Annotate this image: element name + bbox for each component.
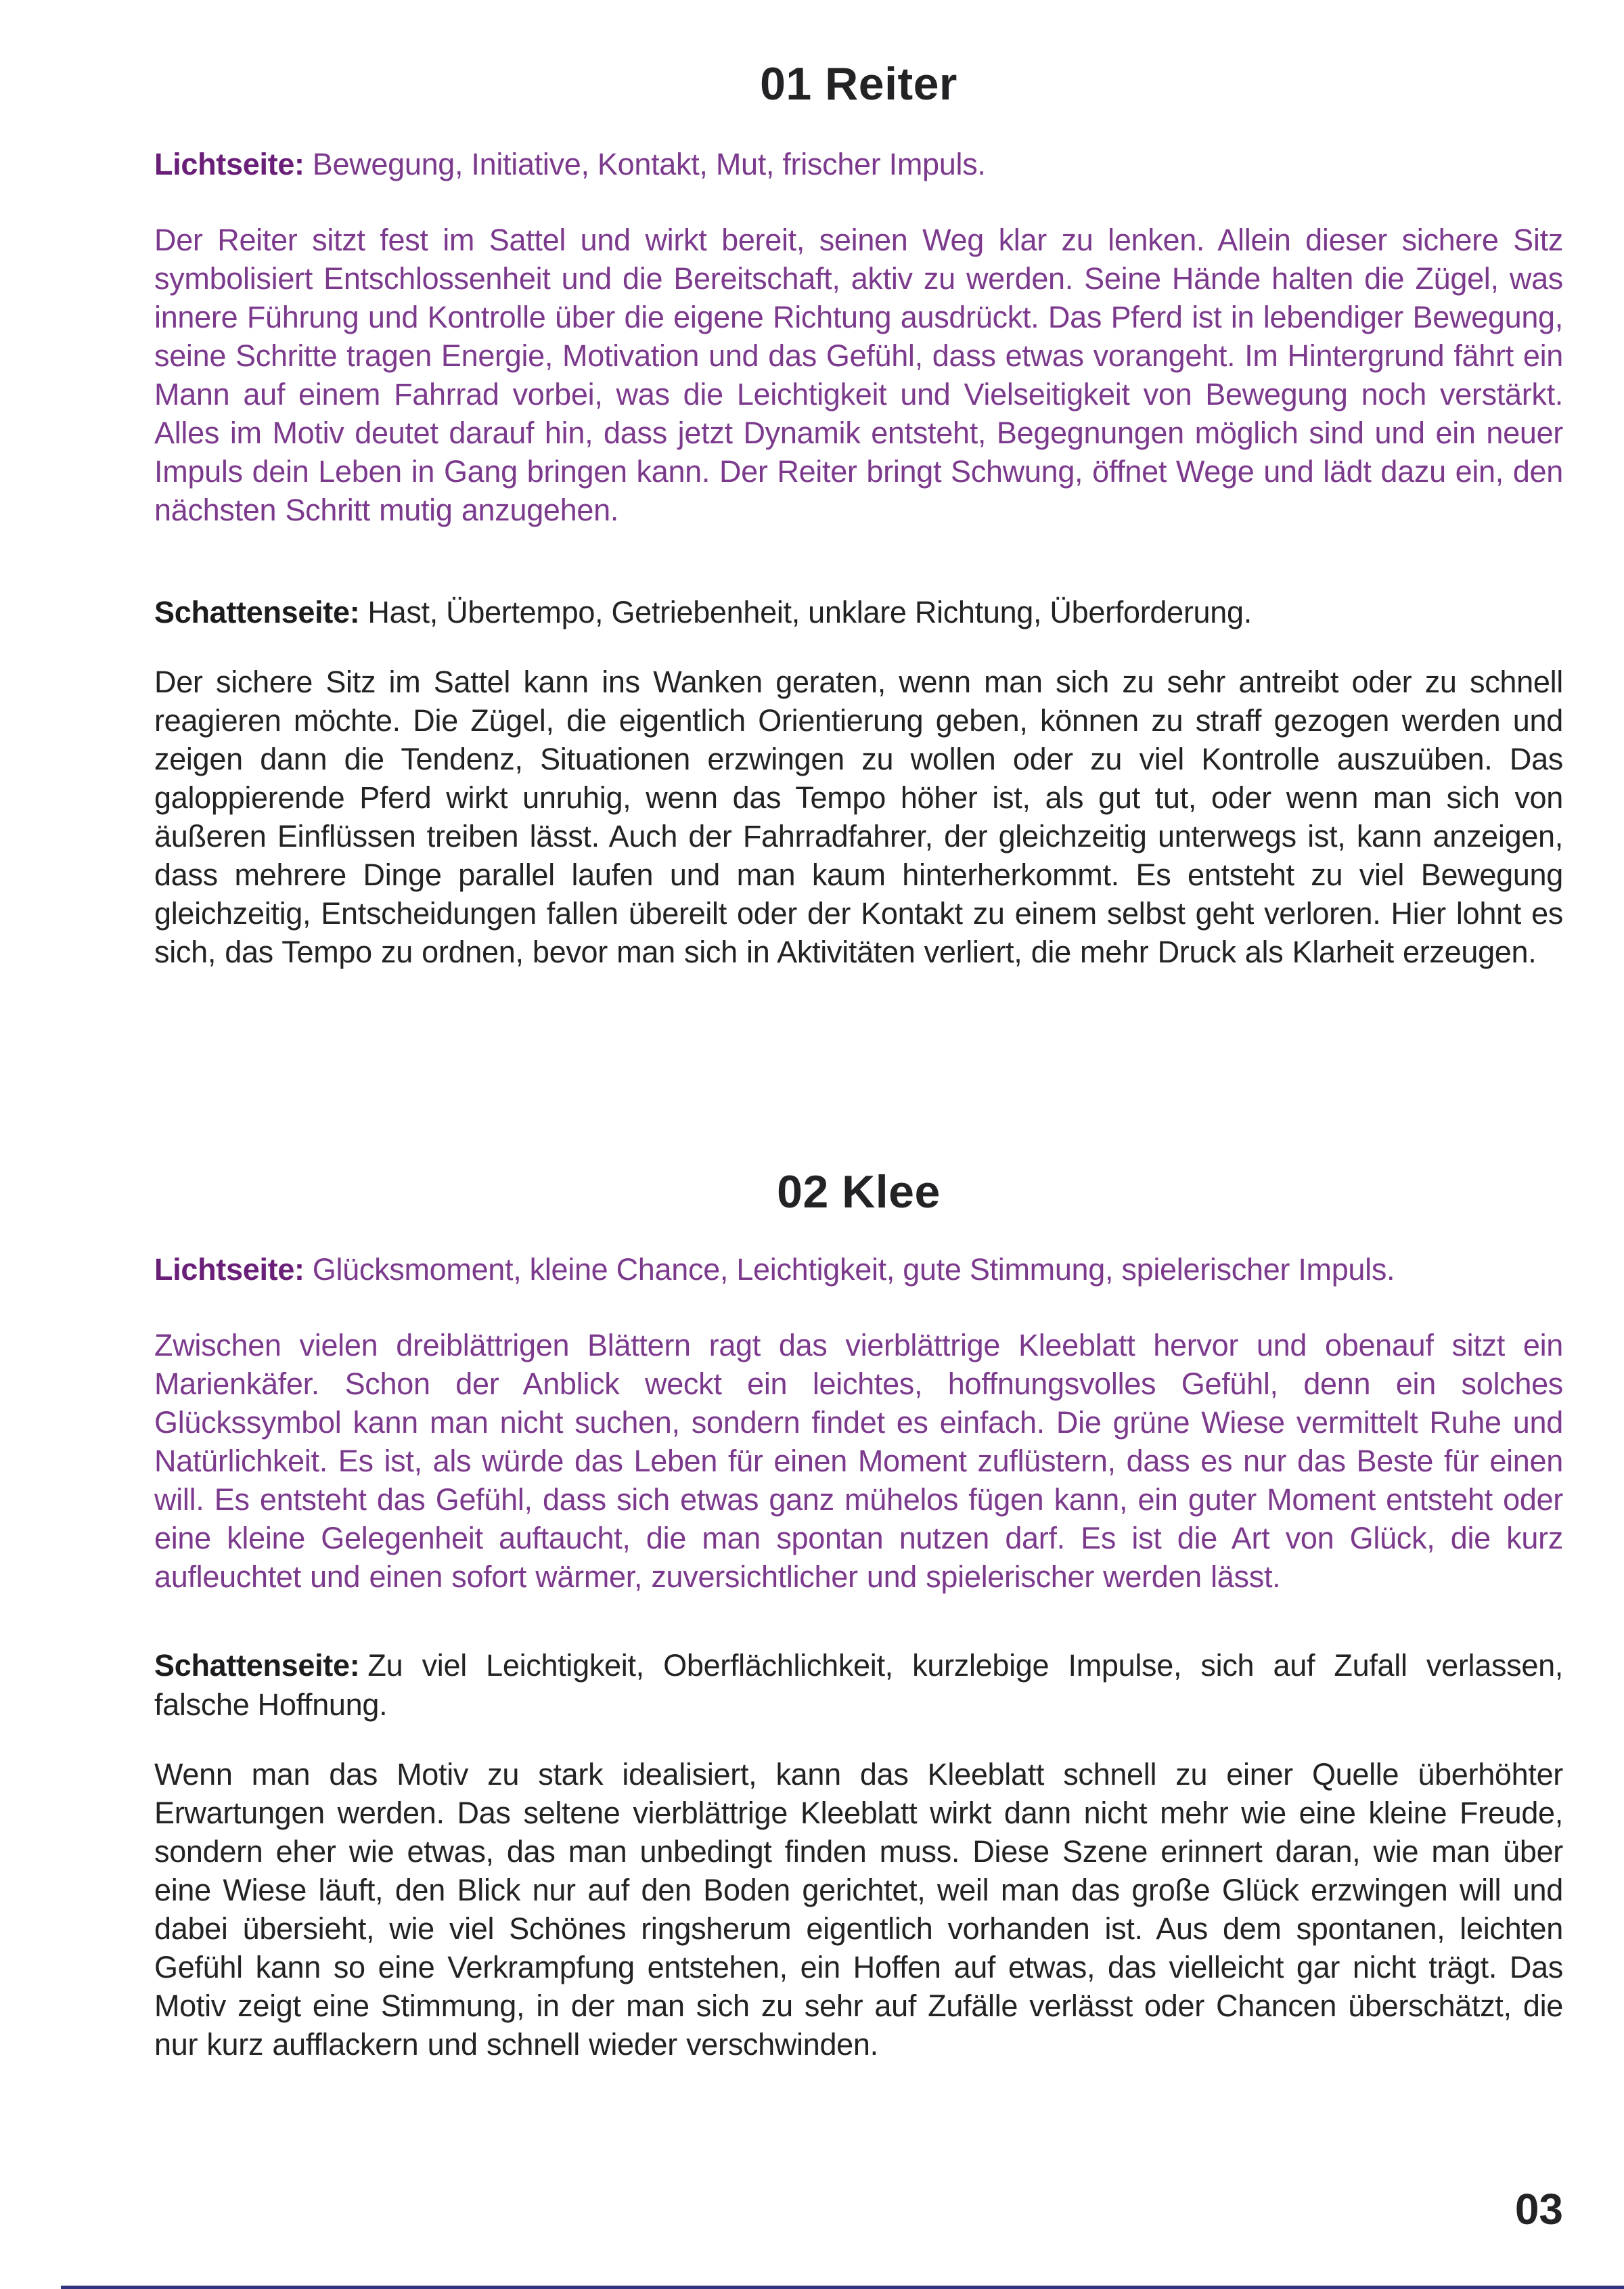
- schattenseite-label: Schattenseite:: [154, 595, 360, 629]
- lichtseite-keywords-line: [154, 1250, 1563, 1289]
- text-column: [154, 0, 1563, 2094]
- card-section-02-klee: [154, 1165, 1563, 2064]
- schattenseite-paragraph: Wenn man das Motiv zu stark idealisiert, kann das Kleeblatt schnell zu einer Quelle überhöhter Erwartungen werden. Das seltene vierblättrige Kleeblatt wirkt dann nicht mehr wie eine kleine Freude, sondern eher wie etwas, das man unbedingt finden muss. Diese Szene erinnert daran, wie man über eine Wiese läuft, den Blick nur auf den Boden gerichtet, weil man das große Glück erzwingen will und dabei übersieht, wie viel Schönes ringsherum eigentlich vorhanden ist. Aus dem spontanen, leichten Gefühl kann so eine Verkrampfung entstehen, ein Hoffen auf etwas, das vielleicht gar nicht trägt. Das Motiv zeigt eine Stimmung, in der man sich zu sehr auf Zufälle verlässt oder Chancen überschätzt, die nur kurz aufflackern und schnell wieder verschwinden.: [154, 1756, 1563, 2062]
- card-title-02-klee: 02 Klee: [777, 1166, 941, 1218]
- schattenseite-label: Schattenseite:: [154, 1647, 360, 1683]
- schattenseite-keywords-line: [154, 1646, 1563, 1725]
- lichtseite-keywords: Glücksmoment, kleine Chance, Leichtigkeit, gute Stimmung, spielerischer Impuls.: [312, 1251, 1395, 1287]
- lichtseite-label: Lichtseite:: [154, 147, 304, 181]
- schattenseite-paragraph: Der sichere Sitz im Sattel kann ins Wanken geraten, wenn man sich zu sehr antreibt oder zu schnell reagieren möchte. Die Zügel, die eigentlich Orientierung geben, können zu straff gezogen werden und zeigen dann die Tendenz, Situationen erzwingen zu wollen oder zu viel Kontrolle auszuüben. Das galoppierende Pferd wirkt unruhig, wenn das Tempo höher ist, als gut tut, oder wenn man sich von äußeren Einflüssen treiben lässt. Auch der Fahrradfahrer, der gleichzeitig unterwegs ist, kann anzeigen, dass mehrere Dinge parallel laufen und man kaum hinterherkommt. Es entsteht zu viel Bewegung gleichzeitig, Entscheidungen fallen übereilt oder der Kontakt zu einem selbst geht verloren. Hier lohnt es sich, das Tempo zu ordnen, bevor man sich in Aktivitäten verliert, die mehr Druck als Klarheit erzeugen.: [154, 665, 1563, 969]
- lichtseite-label: Lichtseite:: [154, 1251, 304, 1287]
- lichtseite-keywords-line: [154, 145, 1563, 184]
- page-number: 03: [1514, 2185, 1563, 2234]
- card-section-01-reiter: [154, 57, 1563, 971]
- lichtseite-paragraph: Zwischen vielen dreiblättrigen Blättern ragt das vierblättrige Kleeblatt hervor und obenauf sitzt ein Marienkäfer. Schon der Anblick weckt ein leichtes, hoffnungsvolles Gefühl, denn ein solches Glückssymbol kann man nicht suchen, sondern findet es einfach. Die grüne Wiese vermittelt Ruhe und Natürlichkeit. Es ist, als würde das Leben für einen Moment zuflüstern, dass es nur das Beste für einen will. Es entsteht das Gefühl, dass sich etwas ganz mühelos fügen kann, ein guter Moment entsteht oder eine kleine Gelegenheit auftaucht, die man spontan nutzen darf. Es ist die Art von Glück, die kurz aufleuchtet und einen sofort wärmer, zuversichtlicher und spielerischer werden lässt.: [154, 1327, 1563, 1594]
- lichtseite-paragraph: Der Reiter sitzt fest im Sattel und wirkt bereit, seinen Weg klar zu lenken. Allein dieser sichere Sitz symbolisiert Entschlossenheit und die Bereitschaft, aktiv zu werden. Seine Hände halten die Zügel, was innere Führung und Kontrolle über die eigene Richtung ausdrückt. Das Pferd ist in lebendiger Bewegung, seine Schritte tragen Energie, Motivation und das Gefühl, dass etwas vorangeht. Im Hintergrund fährt ein Mann auf einem Fahrrad vorbei, was die Leichtigkeit und Vielseitigkeit von Bewegung noch verstärkt. Alles im Motiv deutet darauf hin, dass jetzt Dynamik entsteht, Begegnungen möglich sind und ein neuer Impuls dein Leben in Gang bringen kann. Der Reiter bringt Schwung, öffnet Wege und lädt dazu ein, den nächsten Schritt mutig anzugehen.: [154, 223, 1563, 527]
- schattenseite-keywords: Zu viel Leichtigkeit, Oberflächlichkeit, kurzlebige Impulse, sich auf Zufall verlassen, falsche Hoffnung.: [154, 1647, 1563, 1722]
- schattenseite-keywords: Hast, Übertempo, Getriebenheit, unklare Richtung, Überforderung.: [367, 595, 1252, 629]
- lichtseite-keywords: Bewegung, Initiative, Kontakt, Mut, frischer Impuls.: [312, 147, 986, 181]
- page-bottom-rule: [61, 2286, 1624, 2289]
- schattenseite-keywords-line: [154, 593, 1563, 632]
- card-title-01-reiter: 01 Reiter: [760, 58, 957, 110]
